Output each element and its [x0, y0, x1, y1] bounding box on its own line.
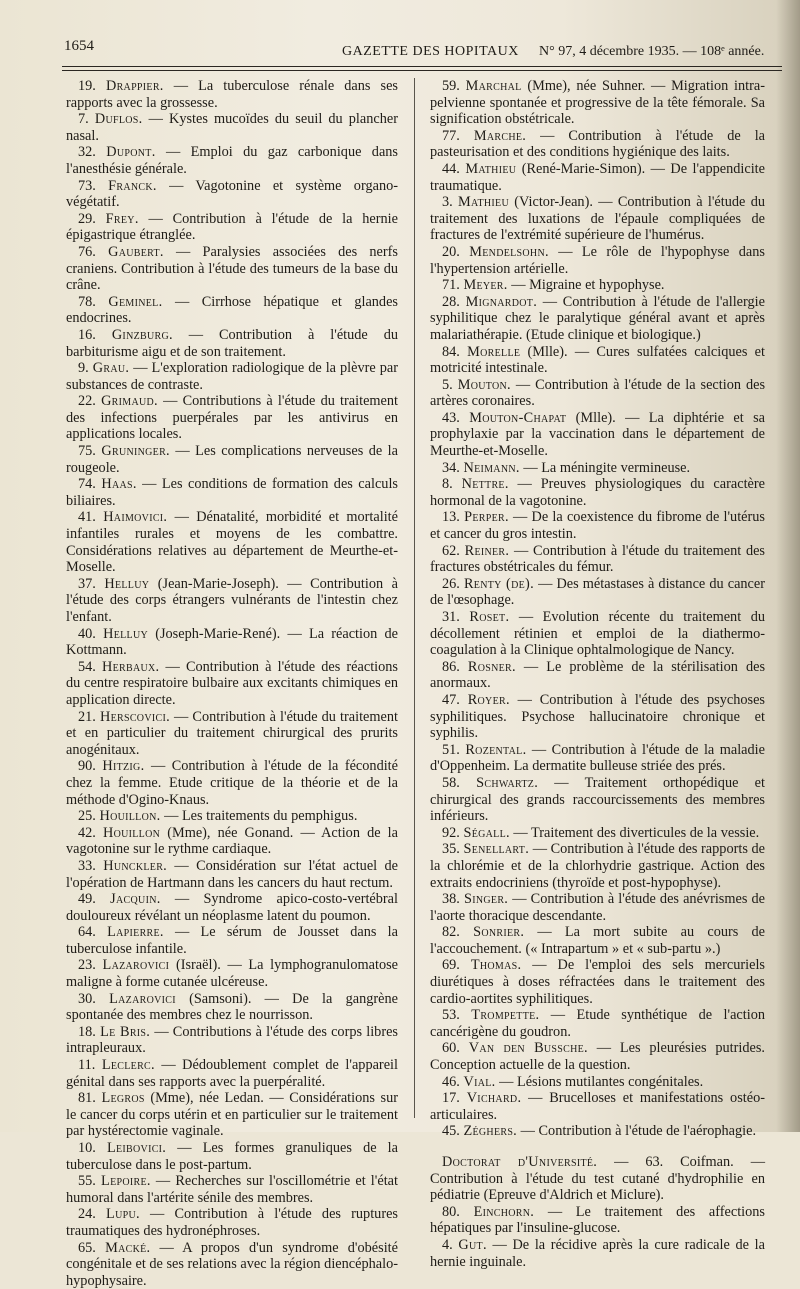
- entry-number: 28.: [442, 293, 460, 310]
- entry-number: 18.: [78, 1023, 96, 1040]
- thesis-entry: [66, 1240, 398, 1289]
- thesis-entry: [430, 609, 765, 659]
- thesis-entry: [66, 709, 398, 759]
- thesis-entry: [430, 78, 765, 128]
- author-name: Sonrier.: [473, 924, 525, 941]
- entry-number: 23.: [78, 957, 96, 974]
- author-name: Rozental.: [465, 741, 527, 758]
- author-name: Neimann.: [463, 459, 520, 476]
- author-name: Thomas.: [470, 957, 522, 974]
- thesis-title: — Contribution à l'étude des psychoses syphilitiques. Psychose hallucinatoire chronique et syphilis.: [430, 691, 765, 742]
- author-name: Helluy: [103, 625, 148, 642]
- thesis-entry: [430, 377, 765, 410]
- author-name: Ségall.: [463, 824, 510, 841]
- author-name: Vial.: [463, 1073, 496, 1090]
- thesis-title: — Les conditions de formation des calculs biliaires.: [66, 476, 398, 509]
- thesis-entry: [430, 659, 765, 692]
- thesis-title: — De la coexistence du fibrome de l'utérus et cancer du gros intestin.: [430, 509, 765, 543]
- thesis-entry: [66, 178, 398, 211]
- thesis-entry: [66, 1057, 398, 1090]
- entry-number: 44.: [442, 160, 460, 177]
- thesis-title: — La tuberculose rénale dans ses rapports avec la grossesse.: [66, 78, 398, 111]
- thesis-entry: [66, 576, 398, 626]
- thesis-title: — Recherches sur l'oscillométrie et l'état humoral dans l'artérite sénile des membres.: [66, 1173, 398, 1206]
- thesis-entry: [430, 460, 765, 477]
- thesis-title: (Israël). — La lymphogranulomatose maligne à forme cutanée ulcéreuse.: [66, 957, 399, 991]
- thesis-title: — Contribution à l'étude des rapports de la chlorémie et de la chlorhydrie gastrique. Action des extraits endocriniens (thyroïde et post-hypophyse).: [430, 841, 766, 891]
- thesis-title: — Les traitements du pemphigus.: [160, 808, 358, 825]
- thesis-entry: [430, 825, 765, 842]
- author-name: Lazarovici: [109, 990, 176, 1007]
- thesis-entry: [430, 344, 765, 377]
- author-name: Mathieu: [465, 160, 517, 177]
- entry-number: 25.: [78, 808, 96, 825]
- thesis-entry: [430, 924, 765, 957]
- thesis-title: — Syndrome apico-costo-vertébral douloureux révélant un néoplasme latent du poumon.: [66, 891, 398, 924]
- author-name: Ginzburg.: [111, 326, 173, 343]
- left-column: [66, 78, 398, 1289]
- thesis-list-right: [430, 78, 765, 1140]
- issue-info: N° 97, 4 décembre 1935. — 108ᵉ année.: [539, 44, 765, 59]
- thesis-title: — A propos d'un syndrome d'obésité congénitale et de ses relations avec la région diencéphalo-hypophysaire.: [66, 1239, 398, 1289]
- author-name: Jacquin.: [110, 891, 161, 908]
- thesis-title: — Les complications nerveuses de la rougeole.: [66, 443, 398, 476]
- entry-number: 80.: [442, 1203, 460, 1220]
- author-name: Perper.: [464, 509, 509, 526]
- entry-number: 7.: [78, 111, 89, 128]
- entry-number: 77.: [442, 127, 460, 144]
- thesis-title: — Etude synthétique de l'action cancérigène du goudron.: [430, 1007, 766, 1040]
- author-name: Gut.: [458, 1236, 487, 1253]
- thesis-entry: [430, 194, 765, 244]
- thesis-entry: [430, 161, 765, 194]
- author-name: Marchal: [465, 78, 522, 94]
- author-name: Renty (de).: [463, 575, 534, 592]
- thesis-title: — Dédoublement complet de l'appareil génital dans ses rapports avec la puerpéralité.: [66, 1057, 398, 1090]
- entry-number: 35.: [442, 841, 460, 858]
- author-name: Singer.: [463, 891, 509, 908]
- thesis-entry: [66, 891, 398, 924]
- author-name: Schwartz.: [476, 774, 539, 791]
- entry-number: 33.: [78, 857, 96, 874]
- entry-number: 62.: [442, 542, 460, 559]
- entry-number: 5.: [442, 376, 453, 393]
- entry-number: 46.: [442, 1073, 460, 1090]
- thesis-title: — Des métastases à distance du cancer de l'œsophage.: [430, 575, 766, 609]
- thesis-title: — Emploi du gaz carbonique dans l'anesthésie générale.: [66, 144, 399, 177]
- author-name: Grimaud.: [101, 393, 158, 410]
- thesis-title: — Vagotonine et système organo-végétatif.: [66, 177, 399, 211]
- entry-number: 55.: [78, 1173, 96, 1190]
- thesis-entry: [66, 1024, 398, 1057]
- author-name: Doctorat d'Université.: [442, 1154, 598, 1170]
- thesis-title: — Contribution à l'étude de la hernie épigastrique étranglée.: [66, 210, 399, 244]
- entry-number: 3.: [442, 194, 453, 211]
- entry-number: 40.: [78, 625, 96, 642]
- author-name: Hitzig.: [102, 758, 145, 775]
- entry-number: 32.: [78, 144, 96, 161]
- entry-number: 29.: [78, 210, 96, 227]
- thesis-entry: [66, 659, 398, 709]
- thesis-entry: [430, 509, 765, 542]
- author-name: Houillon.: [99, 808, 161, 825]
- thesis-entry: [430, 957, 765, 1007]
- entry-number: 76.: [78, 243, 96, 260]
- author-name: Leibovici.: [106, 1140, 167, 1156]
- author-name: Lazarovici: [102, 957, 170, 974]
- thesis-title: — De l'emploi des sels mercuriels diurétiques à doses réfractées dans le traitement des cardio-aortites syphilitiques.: [430, 957, 765, 1007]
- entry-number: 34.: [442, 459, 460, 476]
- thesis-title: — Contribution à l'étude de la pasteurisation et des conditions hygiénique des laits.: [430, 127, 766, 161]
- author-name: Herbaux.: [102, 658, 160, 675]
- thesis-title: — Contribution à l'étude des réactions du centre respiratoire bulbaire aux excitants chimiques en application directe.: [66, 658, 398, 708]
- thesis-entry: [430, 742, 765, 775]
- thesis-title: (Joseph-Marie-René). — La réaction de Kottmann.: [66, 625, 398, 659]
- author-name: Reiner.: [464, 542, 510, 559]
- thesis-entry: [66, 211, 398, 244]
- entry-number: 8.: [442, 476, 453, 493]
- entry-number: 53.: [442, 1007, 460, 1024]
- entry-number: 45.: [442, 1123, 460, 1140]
- entry-number: 90.: [78, 758, 96, 775]
- thesis-title: — Les formes granuliques de la tuberculose dans le post-partum.: [66, 1140, 398, 1173]
- right-column: [430, 78, 765, 1270]
- author-name: Senellart.: [463, 841, 530, 858]
- author-name: Haas.: [101, 476, 137, 493]
- entry-number: 17.: [442, 1090, 460, 1107]
- thesis-title: — Le traitement des affections hépatiques par l'insuline-glucose.: [430, 1203, 766, 1237]
- thesis-entry: [430, 410, 765, 460]
- author-name: Grau.: [92, 360, 130, 377]
- author-name: Mignardot.: [465, 293, 538, 310]
- author-name: Trompette.: [471, 1007, 540, 1024]
- entry-number: 71.: [442, 277, 460, 294]
- author-name: Hunckler.: [103, 857, 168, 874]
- thesis-entry: [66, 1140, 398, 1173]
- author-name: Lupu.: [106, 1206, 140, 1223]
- entry-number: 9.: [78, 360, 89, 377]
- thesis-title: (Mme), née Suhner. — Migration intra-pelvienne spontanée et progressive de la tête fémorale. Sa signification obstétricale.: [430, 78, 765, 128]
- thesis-title: (Mlle). — Cures sulfatées calciques et motricité intestinale.: [430, 343, 766, 377]
- thesis-entry: [430, 841, 765, 891]
- entry-number: 81.: [78, 1090, 96, 1107]
- entry-number: 42.: [78, 824, 96, 841]
- entry-number: 92.: [442, 824, 460, 841]
- thesis-title: — Le rôle de l'hypophyse dans l'hypertension artérielle.: [430, 243, 765, 277]
- thesis-title: — Le problème de la stérilisation des anormaux.: [430, 658, 766, 692]
- entry-number: 49.: [78, 891, 96, 908]
- section-spacer: [430, 1140, 765, 1154]
- thesis-title: (Mme), née Gonand. — Action de la vagotonine sur le rythme cardiaque.: [66, 824, 398, 858]
- thesis-title: (Victor-Jean). — Contribution à l'étude du traitement des luxations de l'épaule compliquées de fractures de l'extrémité supérieure de l'humérus.: [430, 194, 765, 244]
- author-name: Einchorn.: [473, 1203, 535, 1220]
- thesis-title: — La méningite vermineuse.: [519, 459, 691, 476]
- thesis-entry: [66, 1173, 398, 1206]
- thesis-title: — De la récidive après la cure radicale de la hernie inguinale.: [430, 1236, 765, 1270]
- thesis-entry: [430, 244, 765, 277]
- entry-number: 21.: [78, 708, 96, 725]
- thesis-title: (René-Marie-Simon). — De l'appendicite traumatique.: [430, 160, 765, 194]
- entry-number: 13.: [442, 509, 460, 526]
- author-name: Franck.: [108, 177, 157, 194]
- thesis-entry: [66, 360, 398, 393]
- thesis-entry: [66, 327, 398, 360]
- thesis-title: — Contributions à l'étude des corps libres intrapleuraux.: [66, 1023, 398, 1057]
- header-rule-top: [62, 66, 782, 67]
- thesis-entry: [66, 858, 398, 891]
- journal-title: GAZETTE DES HOPITAUX: [342, 44, 519, 59]
- entry-number: 11.: [78, 1057, 96, 1074]
- entry-number: 41.: [78, 509, 96, 526]
- thesis-entry: [430, 775, 765, 825]
- author-name: Helluy: [104, 575, 150, 592]
- author-name: Lepoire.: [101, 1173, 151, 1190]
- doctorat-section: [430, 1154, 765, 1270]
- thesis-title: — Contribution à l'étude de la maladie d'Oppenheim. La dermatite bulleuse striée des prés.: [430, 741, 765, 775]
- thesis-title: — Cirrhose hépatique et glandes endocrines.: [66, 293, 398, 327]
- entry-number: 20.: [442, 243, 460, 260]
- thesis-entry: [430, 476, 765, 509]
- entry-number: 10.: [78, 1140, 96, 1156]
- entry-number: 65.: [78, 1239, 96, 1256]
- thesis-entry: [66, 957, 398, 990]
- author-name: Mouton.: [457, 376, 511, 393]
- thesis-title: — Contributions à l'étude du traitement des infections puerpérales par les antivirus en applications locales.: [66, 393, 398, 443]
- author-name: Royer.: [467, 691, 510, 708]
- thesis-title: — Considération sur l'état actuel de l'opération de Hartmann dans les cancers du haut rectum.: [66, 857, 398, 891]
- thesis-title: — La mort subite au cours de l'accouchement. (« Intrapartum » et « sub-partu ».): [430, 924, 765, 957]
- author-name: Houillon: [102, 824, 161, 841]
- thesis-entry: [430, 891, 765, 924]
- author-name: Duflos.: [94, 111, 143, 128]
- thesis-entry: [66, 924, 398, 957]
- author-name: Legros: [101, 1090, 145, 1107]
- entry-number: 54.: [78, 658, 96, 675]
- thesis-entry: [430, 1007, 765, 1040]
- entry-number: 37.: [78, 575, 96, 592]
- thesis-title: — Traitement orthopédique et chirurgical des grands raccourcissements des membres inférieurs.: [430, 774, 765, 825]
- entry-number: 51.: [442, 741, 460, 758]
- thesis-title: — Contribution à l'étude de la section des artères coronaires.: [430, 376, 766, 410]
- entry-number: 16.: [78, 326, 96, 343]
- thesis-title: — 63. Coifman. — Contribution à l'étude du test cutané d'hydrophilie en pédiatrie (Epreuve d'Aldrich et Miclure).: [430, 1154, 765, 1204]
- thesis-title: (Samsoni). — De la gangrène spontanée des membres chez le nourrisson.: [66, 990, 398, 1024]
- entry-number: 59.: [442, 78, 460, 94]
- entry-number: 38.: [442, 891, 460, 908]
- author-name: Geminel.: [108, 293, 163, 310]
- entry-number: 24.: [78, 1206, 96, 1223]
- author-name: Drappier.: [105, 78, 164, 94]
- thesis-title: — Le sérum de Jousset dans la tuberculose infantile.: [66, 924, 398, 957]
- thesis-entry: [430, 692, 765, 742]
- thesis-entry: [66, 825, 398, 858]
- thesis-entry: [430, 543, 765, 576]
- thesis-entry: [66, 443, 398, 476]
- thesis-title: — Lésions mutilantes congénitales.: [495, 1073, 704, 1090]
- author-name: Mendelsohn.: [469, 243, 549, 260]
- author-name: Mouton-Chapat: [469, 409, 567, 426]
- entry-number: 22.: [78, 393, 96, 410]
- entry-number: 19.: [78, 78, 96, 94]
- thesis-title: — Brucelloses et manifestations ostéo-articulaires.: [430, 1090, 765, 1123]
- thesis-entry: [66, 111, 398, 144]
- entry-number: 26.: [442, 575, 460, 592]
- thesis-title: (Mme), née Ledan. — Considérations sur le cancer du corps utérin et en particulier sur le traitement par hystérectomie vaginale.: [66, 1090, 399, 1140]
- thesis-title: (Mlle). — La diphtérie et sa prophylaxie par la vaccination dans le département de Meurthe-et-Moselle.: [430, 409, 765, 460]
- thesis-title: — Preuves physiologiques du caractère hormonal de la vagotonine.: [430, 476, 765, 509]
- entry-number: 73.: [78, 177, 96, 194]
- author-name: Rosner.: [467, 658, 516, 675]
- thesis-entry: [66, 626, 398, 659]
- thesis-entry: [430, 1154, 765, 1204]
- thesis-title: — Paralysies associées des nerfs craniens. Contribution à l'étude des tumeurs de la base du crâne.: [66, 243, 398, 294]
- thesis-title: — Contribution à l'étude des anévrismes de l'aorte thoracique descendante.: [430, 891, 765, 924]
- thesis-entry: [430, 1074, 765, 1091]
- thesis-entry: [430, 1040, 765, 1073]
- thesis-entry: [430, 1090, 765, 1123]
- thesis-title: — Dénatalité, morbidité et mortalité infantiles rurales et moyens de les combattre. Considérations relatives au département de Meurthe-et-Moselle.: [66, 509, 398, 576]
- author-name: Vichard.: [466, 1090, 522, 1107]
- thesis-entry: [66, 78, 398, 111]
- entry-number: 69.: [442, 957, 460, 974]
- thesis-title: — Contribution à l'étude du barbiturisme aigu et de son traitement.: [66, 326, 398, 360]
- entry-number: 43.: [442, 409, 460, 426]
- entry-number: 30.: [78, 990, 96, 1007]
- thesis-entry: [66, 144, 398, 177]
- author-name: Zéghers.: [463, 1123, 518, 1140]
- author-name: Gaubert.: [108, 243, 164, 260]
- thesis-entry: [430, 128, 765, 161]
- author-name: Morelle: [467, 343, 521, 360]
- thesis-title: (Jean-Marie-Joseph). — Contribution à l'étude des corps étrangers vulnérants de l'intestin chez l'enfant.: [66, 575, 398, 625]
- thesis-title: — Contribution à l'étude des ruptures traumatiques des hydronéphroses.: [66, 1206, 398, 1239]
- thesis-title: — Contribution à l'étude de l'aérophagie.: [517, 1123, 757, 1140]
- author-name: Van den Bussche.: [468, 1040, 588, 1057]
- thesis-title: — Kystes mucoïdes du seuil du plancher nasal.: [66, 111, 398, 144]
- thesis-title: — Migraine et hypophyse.: [507, 277, 665, 294]
- author-name: Frey.: [105, 210, 139, 227]
- thesis-title: — Les pleurésies putrides. Conception actuelle de la question.: [430, 1040, 765, 1074]
- entry-number: 75.: [78, 443, 96, 460]
- entry-number: 86.: [442, 658, 460, 675]
- author-name: Lapierre.: [107, 924, 164, 941]
- author-name: Herscovici.: [99, 708, 170, 725]
- entry-number: 4.: [442, 1236, 453, 1253]
- thesis-entry: [66, 991, 398, 1024]
- thesis-entry: [66, 1206, 398, 1239]
- thesis-entry: [66, 758, 398, 808]
- thesis-title: — Traitement des diverticules de la vessie.: [509, 824, 760, 841]
- author-name: Mathieu: [458, 194, 509, 211]
- author-name: Marche.: [473, 127, 527, 144]
- author-name: Dupont.: [106, 144, 156, 161]
- column-divider: [414, 78, 415, 1118]
- thesis-entry: [430, 1204, 765, 1237]
- entry-number: 58.: [442, 774, 460, 791]
- author-name: Gruninger.: [101, 443, 170, 460]
- entry-number: 82.: [442, 924, 460, 941]
- thesis-title: — Contribution à l'étude du traitement et en particulier du traitement chirurgical des prurits anogénitaux.: [66, 708, 398, 758]
- author-name: Le Bris.: [100, 1023, 151, 1040]
- entry-number: 60.: [442, 1040, 460, 1057]
- thesis-entry: [430, 277, 765, 294]
- thesis-title: — Contribution à l'étude du traitement des fractures obstétricales du fémur.: [430, 542, 766, 576]
- thesis-title: — Evolution récente du traitement du décollement rétinien et emploi de la diathermo-coagulation à la Clinique ophtalmologique de Nancy.: [430, 609, 765, 659]
- page-header: [64, 36, 784, 64]
- thesis-entry: [430, 1237, 765, 1270]
- thesis-entry: [66, 244, 398, 294]
- entry-number: 31.: [442, 609, 460, 625]
- entry-number: 64.: [78, 924, 96, 941]
- thesis-title: — Contribution à l'étude de la fécondité chez la femme. Etude critique de la théorie et de la méthode d'Ogino-Knaus.: [66, 758, 399, 808]
- author-name: Nettre.: [461, 476, 509, 493]
- author-name: Macké.: [105, 1239, 151, 1256]
- author-name: Roset.: [469, 609, 510, 625]
- author-name: Leclerc.: [101, 1057, 155, 1074]
- thesis-entry: [66, 393, 398, 443]
- thesis-entry: [66, 509, 398, 575]
- thesis-entry: [66, 476, 398, 509]
- entry-number: 74.: [78, 476, 96, 493]
- author-name: Meyer.: [463, 277, 508, 294]
- page-number: 1654: [64, 38, 94, 54]
- entry-number: 84.: [442, 343, 460, 360]
- thesis-entry: [430, 294, 765, 344]
- thesis-title: — L'exploration radiologique de la plèvre par substances de contraste.: [66, 360, 398, 393]
- thesis-entry: [66, 808, 398, 825]
- thesis-title: — Contribution à l'étude de l'allergie syphilitique chez le paralytique général avant et après malariathérapie. (Etude clinique et biologique.): [430, 293, 765, 343]
- thesis-entry: [66, 294, 398, 327]
- thesis-entry: [430, 576, 765, 609]
- header-rule-bottom: [62, 70, 782, 71]
- entry-number: 78.: [78, 293, 96, 310]
- thesis-entry: [66, 1090, 398, 1140]
- author-name: Haimovici.: [103, 509, 168, 526]
- entry-number: 47.: [442, 691, 460, 708]
